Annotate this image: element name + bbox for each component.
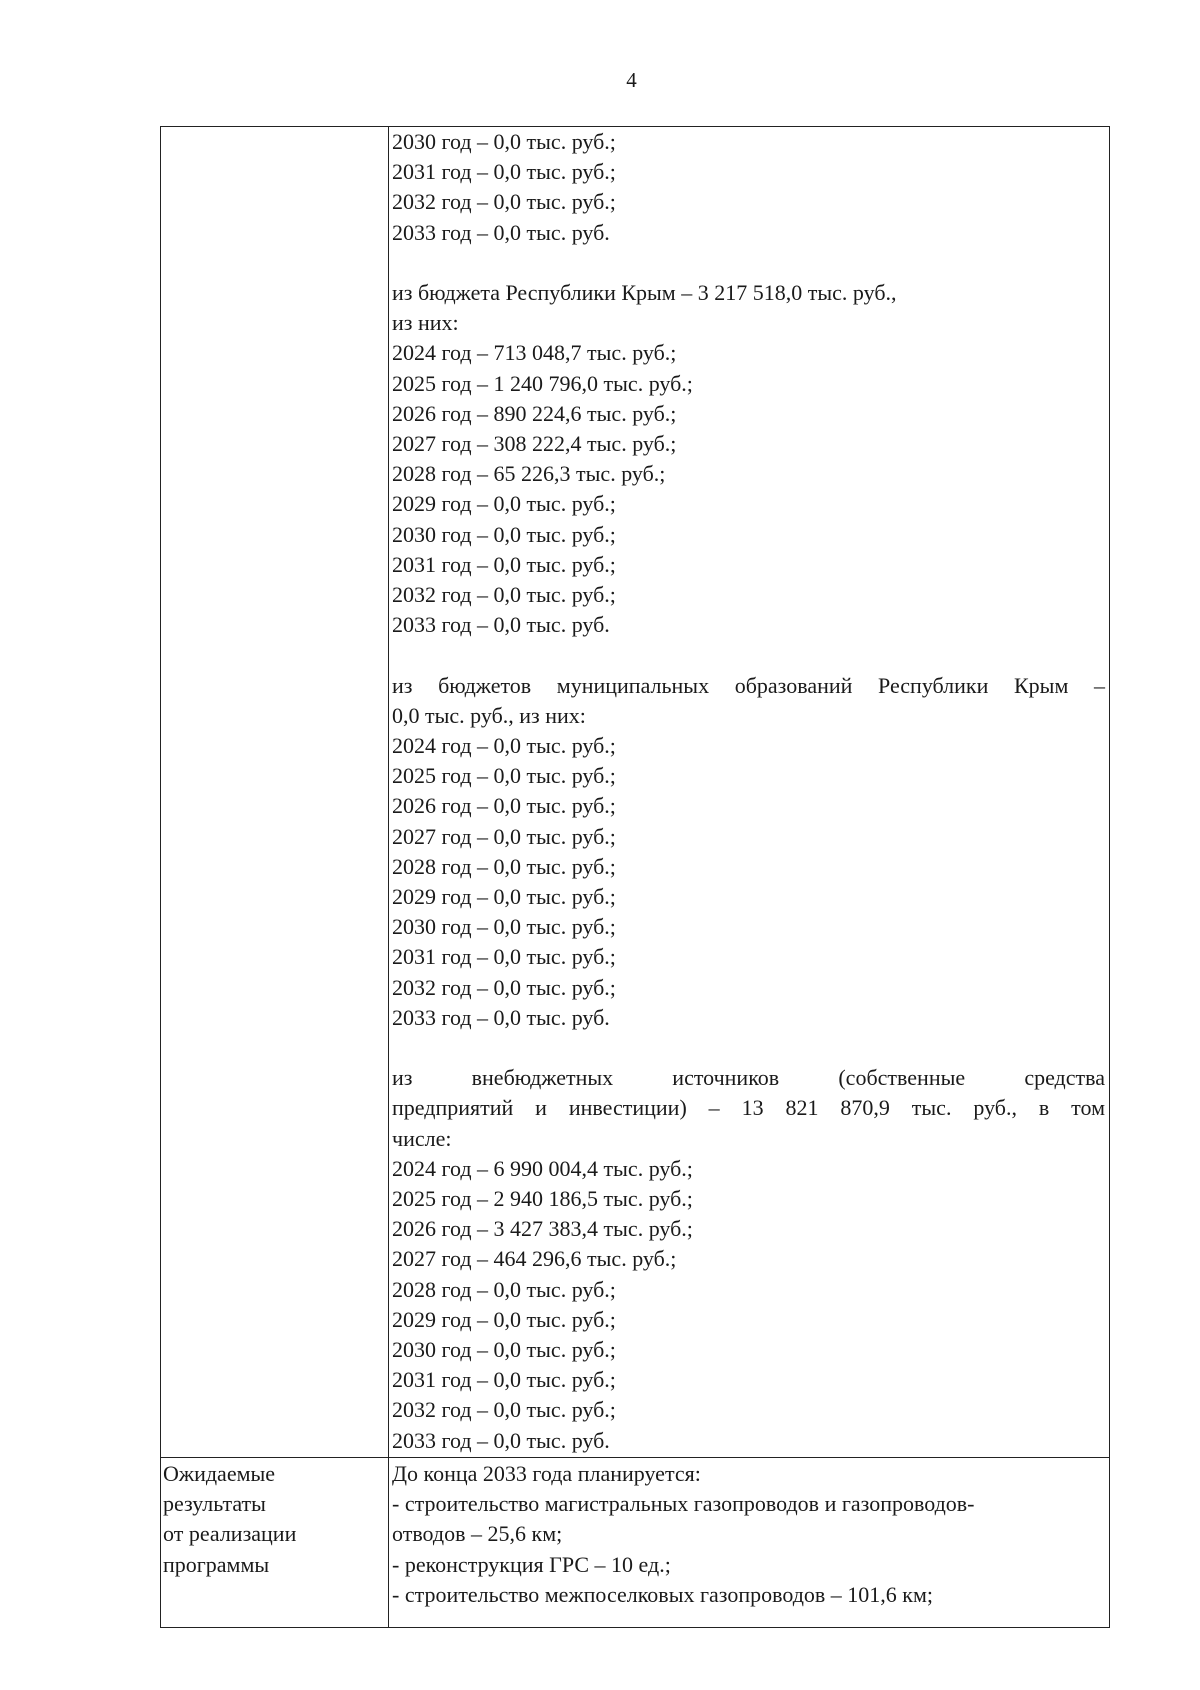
extrabudgetary-year-line: 2024 год – 6 990 004,4 тыс. руб.;: [392, 1155, 693, 1181]
results-item: - реконструкция ГРС – 10 ед.;: [392, 1551, 671, 1577]
extrabudgetary-year-line: 2033 год – 0,0 тыс. руб.: [392, 1427, 610, 1453]
funding-tail-line: 2032 год – 0,0 тыс. руб.;: [392, 189, 616, 215]
republic-year-line: 2024 год – 713 048,7 тыс. руб.;: [392, 340, 677, 366]
republic-year-line: 2030 год – 0,0 тыс. руб.;: [392, 521, 616, 547]
results-label-cell: [163, 1459, 385, 1580]
extrabudgetary-year-line: 2028 год – 0,0 тыс. руб.;: [392, 1276, 616, 1302]
extrabudgetary-year-line: 2029 год – 0,0 тыс. руб.;: [392, 1306, 616, 1332]
results-item: отводов – 25,6 км;: [392, 1521, 563, 1547]
municipal-year-line: 2032 год – 0,0 тыс. руб.;: [392, 974, 616, 1000]
funding-tail-line: 2030 год – 0,0 тыс. руб.;: [392, 129, 616, 154]
row-divider: [161, 1457, 1109, 1458]
municipal-year-line: 2030 год – 0,0 тыс. руб.;: [392, 914, 616, 940]
republic-year-line: 2033 год – 0,0 тыс. руб.: [392, 612, 610, 638]
extrabudgetary-heading-end: числе:: [392, 1125, 452, 1151]
municipal-year-line: 2025 год – 0,0 тыс. руб.;: [392, 763, 616, 789]
extrabudgetary-year-line: 2027 год – 464 296,6 тыс. руб.;: [392, 1246, 677, 1272]
municipal-year-line: 2028 год – 0,0 тыс. руб.;: [392, 853, 616, 879]
page-number: 4: [626, 68, 637, 92]
results-item: - строительство магистральных газопроводов и газопроводов-: [392, 1491, 975, 1517]
results-intro: До конца 2033 года планируется:: [392, 1461, 701, 1486]
extrabudgetary-heading: из внебюджетных источников (собственные средства: [392, 1065, 1105, 1091]
results-label-line: Ожидаемые: [163, 1461, 276, 1486]
funding-cell: [392, 127, 1105, 1456]
results-label-line: от реализации: [163, 1521, 297, 1547]
municipal-year-line: 2029 год – 0,0 тыс. руб.;: [392, 884, 616, 910]
results-label-line: программы: [163, 1551, 270, 1577]
municipal-year-line: 2026 год – 0,0 тыс. руб.;: [392, 793, 616, 819]
republic-year-line: 2028 год – 65 226,3 тыс. руб.;: [392, 461, 666, 487]
republic-budget-subheading: из них:: [392, 310, 459, 336]
extrabudgetary-heading-cont: предприятий и инвестиции) – 13 821 870,9 тыс. руб., в том: [392, 1095, 1105, 1121]
municipal-budget-heading-cont: 0,0 тыс. руб., из них:: [392, 702, 586, 728]
column-divider: [388, 127, 389, 1627]
extrabudgetary-year-line: 2025 год – 2 940 186,5 тыс. руб.;: [392, 1186, 693, 1212]
passport-table: [160, 126, 1110, 1628]
funding-tail-line: 2033 год – 0,0 тыс. руб.: [392, 219, 610, 245]
municipal-year-line: 2031 год – 0,0 тыс. руб.;: [392, 944, 616, 970]
republic-year-line: 2032 год – 0,0 тыс. руб.;: [392, 582, 616, 608]
republic-year-line: 2026 год – 890 224,6 тыс. руб.;: [392, 400, 677, 426]
results-label-line: результаты: [163, 1491, 266, 1517]
extrabudgetary-year-line: 2030 год – 0,0 тыс. руб.;: [392, 1337, 616, 1363]
republic-year-line: 2027 год – 308 222,4 тыс. руб.;: [392, 431, 677, 457]
extrabudgetary-year-line: 2026 год – 3 427 383,4 тыс. руб.;: [392, 1216, 693, 1242]
municipal-year-line: 2027 год – 0,0 тыс. руб.;: [392, 823, 616, 849]
results-cell: [392, 1459, 1105, 1610]
republic-budget-heading: из бюджета Республики Крым – 3 217 518,0 тыс. руб.,: [392, 280, 897, 305]
municipal-budget-heading: из бюджетов муниципальных образований Республики Крым –: [392, 672, 1105, 698]
municipal-year-line: 2024 год – 0,0 тыс. руб.;: [392, 733, 616, 759]
extrabudgetary-year-line: 2031 год – 0,0 тыс. руб.;: [392, 1367, 616, 1393]
municipal-year-line: 2033 год – 0,0 тыс. руб.: [392, 1004, 610, 1030]
republic-year-line: 2029 год – 0,0 тыс. руб.;: [392, 491, 616, 517]
republic-year-line: 2031 год – 0,0 тыс. руб.;: [392, 551, 616, 577]
extrabudgetary-year-line: 2032 год – 0,0 тыс. руб.;: [392, 1397, 616, 1423]
funding-tail-line: 2031 год – 0,0 тыс. руб.;: [392, 159, 616, 185]
results-item: - строительство межпоселковых газопроводов – 101,6 км;: [392, 1581, 934, 1607]
republic-year-line: 2025 год – 1 240 796,0 тыс. руб.;: [392, 370, 693, 396]
